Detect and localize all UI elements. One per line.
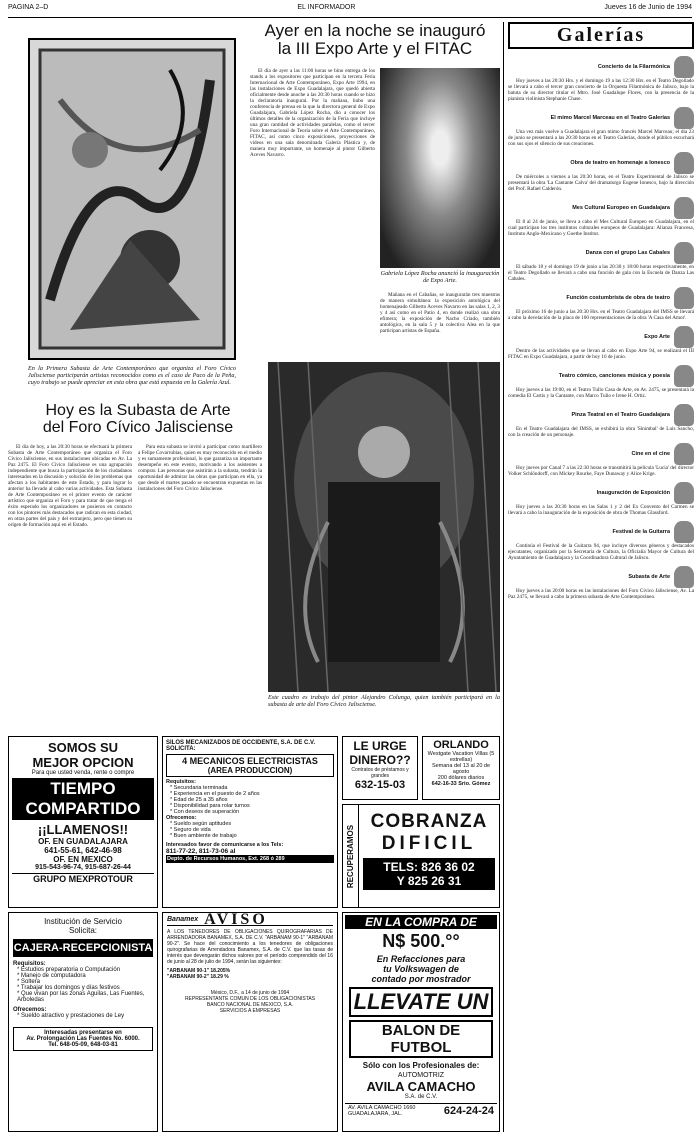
ad-cobranza-l2: DIFICIL (381, 833, 477, 854)
ad-silos-l9: Depto. de Recursos Humanos, Ext. 268 ó 289 (166, 855, 334, 863)
ad-cajera-contact (13, 1027, 153, 1051)
lead-title (250, 22, 500, 58)
banamex-logo: Banamex (167, 916, 199, 923)
galeria-item-thumbnail (674, 197, 694, 219)
galeria-item (508, 566, 694, 600)
galeria-item-text: Continúa el Festival de la Guitarra 94, que incluye diversos géneros y destacados ejecutantes, organizado por la Secretaría de Cultura, la Oficialía Mayor de Cultura del Ayuntamiento de Guadalajara y la Coordinadora Cultural de Jalisco. (508, 543, 694, 561)
subasta-title (28, 402, 248, 436)
ad-cobranza-phones (363, 858, 495, 890)
colunga-painting-photo (268, 362, 500, 692)
ad-orlando (422, 736, 500, 800)
ad-silos-l6: Ofrecemos: (166, 815, 197, 821)
page-number: PAGINA 2–D (8, 4, 49, 11)
galeria-item-thumbnail (674, 56, 694, 78)
ad-mex-block (12, 778, 154, 820)
ad-orlando-l3: Semana del 13 al 20 de agosto (431, 763, 491, 775)
ad-cajera-l6: Interesadas presentarse en (44, 1030, 122, 1036)
galeria-item-thumbnail (674, 521, 694, 543)
ad-cobranza-l1: COBRANZA (370, 811, 488, 832)
galeria-item (508, 56, 694, 102)
ad-avila-l11: S.A. de C.V. (404, 1094, 438, 1100)
cajera-requirement: * Soltera (17, 979, 41, 985)
galeria-item-text: Hoy jueves a las 20:30 Hrs. y el domingo 19 a las 12:30 Hrs. en el Teatro Degollado se llevará a cabo el tercer gran concierto de la Orquesta Filarmónica de Jalisco, bajo la batuta de su director titular el Mtro. José Guadalupe Flores, con la presencia de la pianista violinista Stephanie Chase. (508, 78, 694, 102)
silos-requirement: * Secundaria terminada (170, 785, 228, 791)
galeria-item-header (508, 443, 694, 465)
ad-aviso-r1: "ARBANAM 90-1" 18.205% (167, 968, 231, 974)
galeria-item-text: Una vez más vuelve a Guadalajara el gran mimo francés Marcel Marceau; el día 23 de junio se presentará a las 20:30 horas en el Teatro Galerías, donde el público escuchará con sus ojos el silencio de sus creaciones. (508, 129, 694, 147)
galeria-item-text: Hoy jueves por Canal 7 a las 22:30 horas se transmitirá la película 'Lucia' del director Volker Schlöndorff, con Mickey Rourke, Faye Dunaway y Alice Krige. (508, 465, 694, 477)
galeria-item-header (508, 482, 694, 504)
ad-silos-box (166, 754, 334, 777)
galeria-item-title: Festival de la Guitarra (612, 529, 670, 535)
galeria-item (508, 443, 694, 477)
ad-avila-l14: 624-24-24 (443, 1105, 494, 1117)
ad-avila-l9: AUTOMOTRIZ (397, 1072, 445, 1079)
galeria-item-header (508, 152, 694, 174)
cajera-requirement: * Que vivan por las zonas Aguilas, Las Fuentes, Arboledas (17, 991, 145, 1003)
galeria-item-text: Hoy jueves a las 19:00, en el Teatro Tullo Casa de Arte, en Av. 2475, se presentará la comedia El Cartis y la Cantante, con Marco Tulio e Irene H. Ortiz. (508, 387, 694, 399)
galeria-item-header (508, 326, 694, 348)
ad-mex-l5: COMPARTIDO (25, 799, 141, 818)
subasta-title-line1: Hoy es la Subasta de Arte (45, 402, 231, 419)
galeria-item (508, 521, 694, 561)
silos-offer: * Buen ambiente de trabajo (170, 833, 237, 839)
ad-aviso-sign2: REPRESENTANTE COMUN DE LOS OBLIGACIONISTAS (184, 996, 316, 1002)
subasta-body2: Para esta subasta se invitó a participar como martillero a Felipe Covarrubias, quien es muy reconocido en el medio y es sumamente profesional, lo que garantiza un importante desempeño en este evento, motivando a los asistentes a comprar. Las personas que asistirán a la subasta, tendrán la oportunidad de admirar las obras que participan en ella, ya que desde el martes pasado se encuentran expuestas en las instalaciones del Foro Cívico Jalisciense. (138, 444, 262, 492)
ad-cajera (8, 912, 158, 1132)
galeria-item-title: Inauguración de Exposición (596, 490, 670, 496)
ad-silos-l1: SILOS MECANIZADOS DE OCCIDENTE, S.A. DE C.V. (166, 740, 316, 746)
galeria-item-title: Función costumbrista de obra de teatro (566, 295, 670, 301)
ad-cajera-l1: Institución de Servicio (44, 917, 122, 926)
galeria-item-header (508, 197, 694, 219)
galeria-item-header (508, 242, 694, 264)
ad-silos-l7: Interesados favor de comunicarse a los Tels: (166, 842, 284, 848)
ad-silos-l4: (AREA PRODUCCION) (207, 766, 293, 775)
ad-avila-l10: AVILA CAMACHO (366, 1079, 476, 1094)
ad-cajera-l3: CAJERA-RECEPCIONISTA (13, 939, 153, 957)
galerias-title: Galerías (508, 22, 694, 49)
galeria-item-thumbnail (674, 404, 694, 426)
galeria-item-title: Teatro cómico, canciones música y poesía (558, 373, 670, 379)
galeria-item (508, 365, 694, 399)
ad-avila-footer (345, 1103, 497, 1118)
galeria-item-thumbnail (674, 152, 694, 174)
galerias-list (508, 56, 694, 1132)
ad-mex-l4: TIEMPO (50, 779, 116, 798)
section-name: EL INFORMADOR (297, 4, 356, 11)
ad-cobranza-l5: RECUPERAMOS (346, 824, 355, 888)
ad-aviso-banamex (162, 912, 338, 1132)
galeria-item-thumbnail (674, 443, 694, 465)
colunga-illustration (268, 362, 500, 692)
ad-cobranza-side (343, 805, 359, 907)
artwork-illustration (30, 40, 234, 358)
ad-silos-reqs (166, 785, 334, 815)
ad-orlando-l5: 642-16-33 Srio. Gómez (431, 781, 491, 787)
lead-title-line1: Ayer en la noche se inauguró (264, 21, 486, 40)
galeria-item-text: De miércoles a viernes a las 20:30 horas, en el Teatro Experimental de Jalisco se presentará la obra 'La Cantante Calva' del dramaturgo Eugene Ionesco, bajo la dirección del Prof. Rafael Calderón. (508, 174, 694, 192)
subasta-title-line2: del Foro Cívico Jalisciense (42, 419, 234, 436)
ad-mex-l6: ¡¡LLAMENOS!! (37, 822, 129, 837)
ad-urge-l4: 632-15-03 (354, 779, 406, 791)
ad-avila-camacho (342, 912, 500, 1132)
ad-mex-l9: OF. EN MEXICO (53, 855, 113, 864)
ad-silos-l2: SOLICITA: (166, 746, 196, 752)
ad-aviso-r2: "ARBANAM 90-2" 18.29 % (167, 974, 229, 980)
ad-silos-offers (166, 821, 334, 839)
galeria-item (508, 482, 694, 516)
ad-urge-l2: DINERO?? (349, 753, 411, 767)
ad-mex-l3: Para que usted venda, rente o compre (31, 770, 135, 776)
ad-cajera-l2: Solicita: (68, 926, 97, 935)
ad-mex-l1: SOMOS SU (47, 740, 119, 755)
artwork-caption: En la Primera Subasta de Arte Contemporáneo que organiza el Foro Cívico Jalisciense participarán artistas reconocidos como es el caso de Paco de la Peña, cuyo trabajo se puede apreciar en esta obra que está expuesta en la Galería Azul. (28, 365, 236, 386)
galeria-item-text: Dentro de las actividades que se llevan al cabo en Expo Arte 94, se realizará el III FITAC en Expo Guadalajara, a partir de hoy 16 de junio. (508, 348, 694, 360)
lead-title-line2: la III Expo Arte y el FITAC (277, 39, 473, 58)
silos-requirement: * Con deseos de superación (170, 809, 240, 815)
galeria-item-text: Hoy jueves a las 20:30 horas en las Salas 1 y 2 del Ex Convento del Carmen se llevará a cabo la inauguración de la exposición de obra de Thomas Glassford. (508, 504, 694, 516)
ad-avila-l3: En Refacciones para (376, 954, 466, 964)
ad-cajera-l8: Tel. 648-05-09, 648-03-81 (48, 1042, 118, 1048)
galeria-item-title: Danza con el grupo Las Cabales (585, 250, 670, 256)
ad-orlando-l2: Westgate Vacation Villas (5 estrellas) (427, 751, 495, 763)
ad-mex-l11: GRUPO MEXPROTOUR (12, 873, 154, 884)
galeria-item-title: Concierto de la Filarmónica (597, 64, 670, 70)
gabriela-photo-caption: Gabriela López Rocha anunció la inauguración de Expo Arte. (380, 270, 500, 284)
galeria-item-thumbnail (674, 365, 694, 387)
ad-avila-l7: BALON DE FUTBOL (349, 1020, 493, 1058)
ad-mex-l2: MEJOR OPCION (32, 755, 134, 770)
galeria-item-title: Obra de teatro en homenaje a Ionesco (570, 160, 670, 166)
ad-mex-l8: 641-55-61, 642-46-98 (44, 846, 122, 855)
ad-mex-l7: OF. EN GUADALAJARA (38, 837, 128, 846)
ad-aviso-sign1: México, D.F., a 14 de junio de 1994 (210, 990, 290, 996)
lead-body-col1 (250, 68, 375, 356)
ad-tiempo-compartido (8, 736, 158, 908)
galeria-item-title: Mes Cultural Europeo en Guadalajara (572, 205, 670, 211)
galeria-item-header (508, 521, 694, 543)
ad-silos-l5: Requisitos: (166, 779, 196, 785)
galeria-item (508, 287, 694, 321)
ad-aviso-title: AVISO (204, 911, 268, 928)
galeria-item-thumbnail (674, 566, 694, 588)
galeria-item (508, 242, 694, 282)
galerias-column (508, 22, 694, 55)
galeria-item-text: El próximo 16 de junio a las 20:30 Hrs. en el Teatro Guadalajara del IMSS se llevará a cabo la develación de la placa de 100 representaciones de la obra 'A Casa del Amor'. (508, 309, 694, 321)
ad-urge-l3: Contratos de préstamos y grandes (351, 767, 409, 779)
ad-avila-l5: contado por mostrador (371, 974, 471, 984)
galeria-item-thumbnail (674, 107, 694, 129)
ad-cajera-l4: Requisitos: (13, 961, 46, 967)
ad-aviso-sign (167, 990, 333, 1014)
galeria-item-header (508, 287, 694, 309)
ad-avila-address (348, 1105, 415, 1117)
galeria-item-header (508, 365, 694, 387)
ad-cajera-offers (13, 1013, 153, 1019)
galeria-item (508, 326, 694, 360)
ad-aviso-header (167, 911, 333, 928)
galeria-item-title: Expo Arte (644, 334, 670, 340)
silos-requirement: * Edad de 25 a 35 años (170, 797, 228, 803)
colunga-photo-caption: Este cuadro es trabajo del pintor Alejandro Colunga, quien también participará en la subasta de arte del Foro Cívico Jalisciense. (268, 694, 500, 708)
galeria-item-header (508, 56, 694, 78)
subasta-body: El día de hoy, a las 20:30 horas se efectuará la primera Subasta de Arte Contemporáneo que organiza el Foro Cívico Jalisciense, en sus instalaciones ubicadas en Av. La Paz 2475. El Foro Cívico Jalisciense es una agrupación independiente que busca la participación de los ciudadanos interesados en la discusión y solución de los problemas que afectan a los habitantes de este Estado, y para lograr lo anterior ha llevado al cabo varias actividades. Esta Subasta de Arte Contemporáneo es el primer evento de carácter artístico que organiza el Foro y para tratar de que tenga el éxito esperado los organizadores se pusieron en contacto con los pintores más destacados que radican en esta ciudad, en otras partes del país y del extranjero, pero que tienen su origen de formación aquí en el Estado. (8, 444, 132, 528)
lead-body: El día de ayer a las 11:00 horas se bino entrega de los stands a los expositores que participan en la tercera Feria Internacional de Arte Contemporáneo, Expo Arte 1994, en las instalaciones de Expo Guadalajara, que quedó abierta oficialmente desde anoche a las 20:30 horas cuando se hizo la declaratoria inaugural. Por la mañana, hubo una conferencia de prensa en la que la directora general de Expo Guadalajara, Gabriela López Rocha, dio a conocer los últimos detalles de la organización de la Feria que incluye una gran cantidad de actividades paralelas, como el tercer Foro Internacional de Teoría sobre el Arte Contemporáneo, FITAC, así como cinco exposiciones, proyecciones de videos en una sala denominada Galería Plástica y, de manera muy importante, un homenaje al pintor Gilberto Aceves Navarro. (250, 68, 375, 158)
ad-silos-l3: 4 MECANICOS ELECTRICISTAS (182, 756, 318, 766)
ad-avila-l6: LLEVATE UN (349, 987, 493, 1017)
galeria-item (508, 107, 694, 147)
subasta-body-col1 (8, 444, 132, 730)
ad-aviso-body: A LOS TENEDORES DE OBLIGACIONES QUIROGRAFARIAS DE ARRENDADORA BANAMEX, S.A. DE C.V. "ARBANAM 90-1" "ARBANAM 90-2". Se hace del conocimiento a los tenedores de obligaciones quirografarias de Arrendadora Banamex, S.A. de C.V. que las tasas de interés que devengarán dichos valores por el período comprendido del 16 de junio al 28 de julio de 1994, serán las siguientes: (167, 929, 333, 965)
ad-avila-l8: Sólo con los Profesionales de: (362, 1061, 480, 1070)
ad-le-urge (342, 736, 418, 800)
cajera-offer: * Sueldo atractivo y prestaciones de Ley (17, 1013, 125, 1019)
ad-orlando-l1: ORLANDO (433, 739, 489, 751)
galeria-item-text: En el Teatro Guadalajara del IMSS, se exhibirá la obra 'Sinimbal' de Luis Sancho, con la creación de un personaje. (508, 426, 694, 438)
ad-avila-l2: N$ 500.°° (382, 931, 460, 951)
galeria-item-header (508, 107, 694, 129)
silos-requirement: * Disponibilidad para rolar turnos (170, 803, 250, 809)
galeria-item (508, 404, 694, 438)
galeria-item-title: Pinza Teatral en el Teatro Guadalajara (571, 412, 670, 418)
ad-orlando-l4: 200 dólares diarios (437, 775, 485, 781)
galeria-item-title: Subasta de Arte (628, 574, 670, 580)
ad-cobranza (342, 804, 500, 908)
ad-cobranza-l4: Y 825 26 31 (396, 874, 462, 888)
galeria-item-header (508, 404, 694, 426)
page-date: Jueves 16 de Junio de 1994 (604, 4, 692, 11)
lead-body2: Mañana en el Cabañas, se inaugurarán tres muestras de manera simultánea: la exposición antológica del homenajeado Gilberto Aceves Navarro en las salas 1, 2, 3 y 4 así como en el Patio 4, en donde realizó una obra efímera; la exposición de Nacho Criado, también antológica, en la sala 5 y la colectiva Alea en la que participan artistas de España. (380, 292, 500, 334)
gabriela-photo (380, 68, 500, 268)
page-header (8, 4, 692, 18)
ad-avila-l1: EN LA COMPRA DE (345, 915, 497, 929)
galeria-item-text: Hoy jueves a las 20:00 horas en las instalaciones del Foro Cívico Jalisciense, Av. La Paz 2475, se llevará a cabo la primera subasta de Arte Contemporáneo. (508, 588, 694, 600)
galeria-item (508, 197, 694, 237)
ad-cajera-l5: Ofrecemos: (13, 1007, 47, 1013)
cajera-requirement: * Manejo de computadora (17, 973, 86, 979)
ad-silos (162, 736, 338, 908)
ad-mex-l10: 915-543-96-74, 915-687-26-44 (35, 864, 131, 871)
ad-cajera-l7: Av. Prolongación Las Fuentes No. 6000. (26, 1036, 140, 1042)
column-divider (503, 22, 504, 1132)
ad-aviso-sign3: BANCO NACIONAL DE MEXICO, S.A. (206, 1002, 294, 1008)
silos-requirement: * Experiencia en el puesto de 2 años (170, 791, 260, 797)
ad-silos-l8: 811-77-22, 811-73-06 al (166, 848, 236, 855)
ad-urge-l1: LE URGE (353, 739, 407, 753)
galeria-item-header (508, 566, 694, 588)
galeria-item-title: El mimo Marcel Marceau en el Teatro Galerías (550, 115, 670, 121)
subasta-body-col2 (138, 444, 262, 730)
lead-body-col2 (380, 292, 500, 358)
galeria-item-text: El sábado 18 y el domingo 19 de junio a las 20:30 y 18:00 horas respectivamente, en el Teatro Degollado se llevará a cabo una función de gala con la Escuela de Danza Las Cabales. (508, 264, 694, 282)
galeria-item-thumbnail (674, 482, 694, 504)
ad-avila-l4: tu Volkswagen de (383, 964, 459, 974)
galeria-item-title: Cine en el cine (631, 451, 670, 457)
ad-cobranza-l3: TELS: 826 36 02 (383, 860, 475, 874)
artwork-image (28, 38, 236, 360)
cajera-requirement: * Estudios preparatoria o Computación (17, 967, 121, 973)
cajera-requirement: * Trabajar los domingos y días festivos (17, 985, 120, 991)
silos-offer: * Seguro de vida (170, 827, 211, 833)
galeria-item-thumbnail (674, 287, 694, 309)
ad-avila-l12: AV. AVILA CAMACHO 1660 (348, 1105, 416, 1111)
ad-cajera-reqs (13, 967, 153, 1003)
silos-offer: * Sueldo según aptitudes (170, 821, 232, 827)
ad-aviso-sign4: SERVICIOS A EMPRESAS (219, 1008, 281, 1014)
galeria-item-thumbnail (674, 242, 694, 264)
galeria-item-thumbnail (674, 326, 694, 348)
galeria-item-text: El 8 al 24 de junio, se lleva a cabo el Mes Cultural Europeo en Guadalajara, en el cual participan los tres institutos culturales europeos de Guadalajara: Alianza Francesa, Instituto Anglo-Mexicano y Goethe Institut. (508, 219, 694, 237)
ad-avila-l13: GUADALAJARA, JAL. (348, 1111, 403, 1117)
ad-cobranza-main (359, 805, 499, 907)
galeria-item (508, 152, 694, 192)
